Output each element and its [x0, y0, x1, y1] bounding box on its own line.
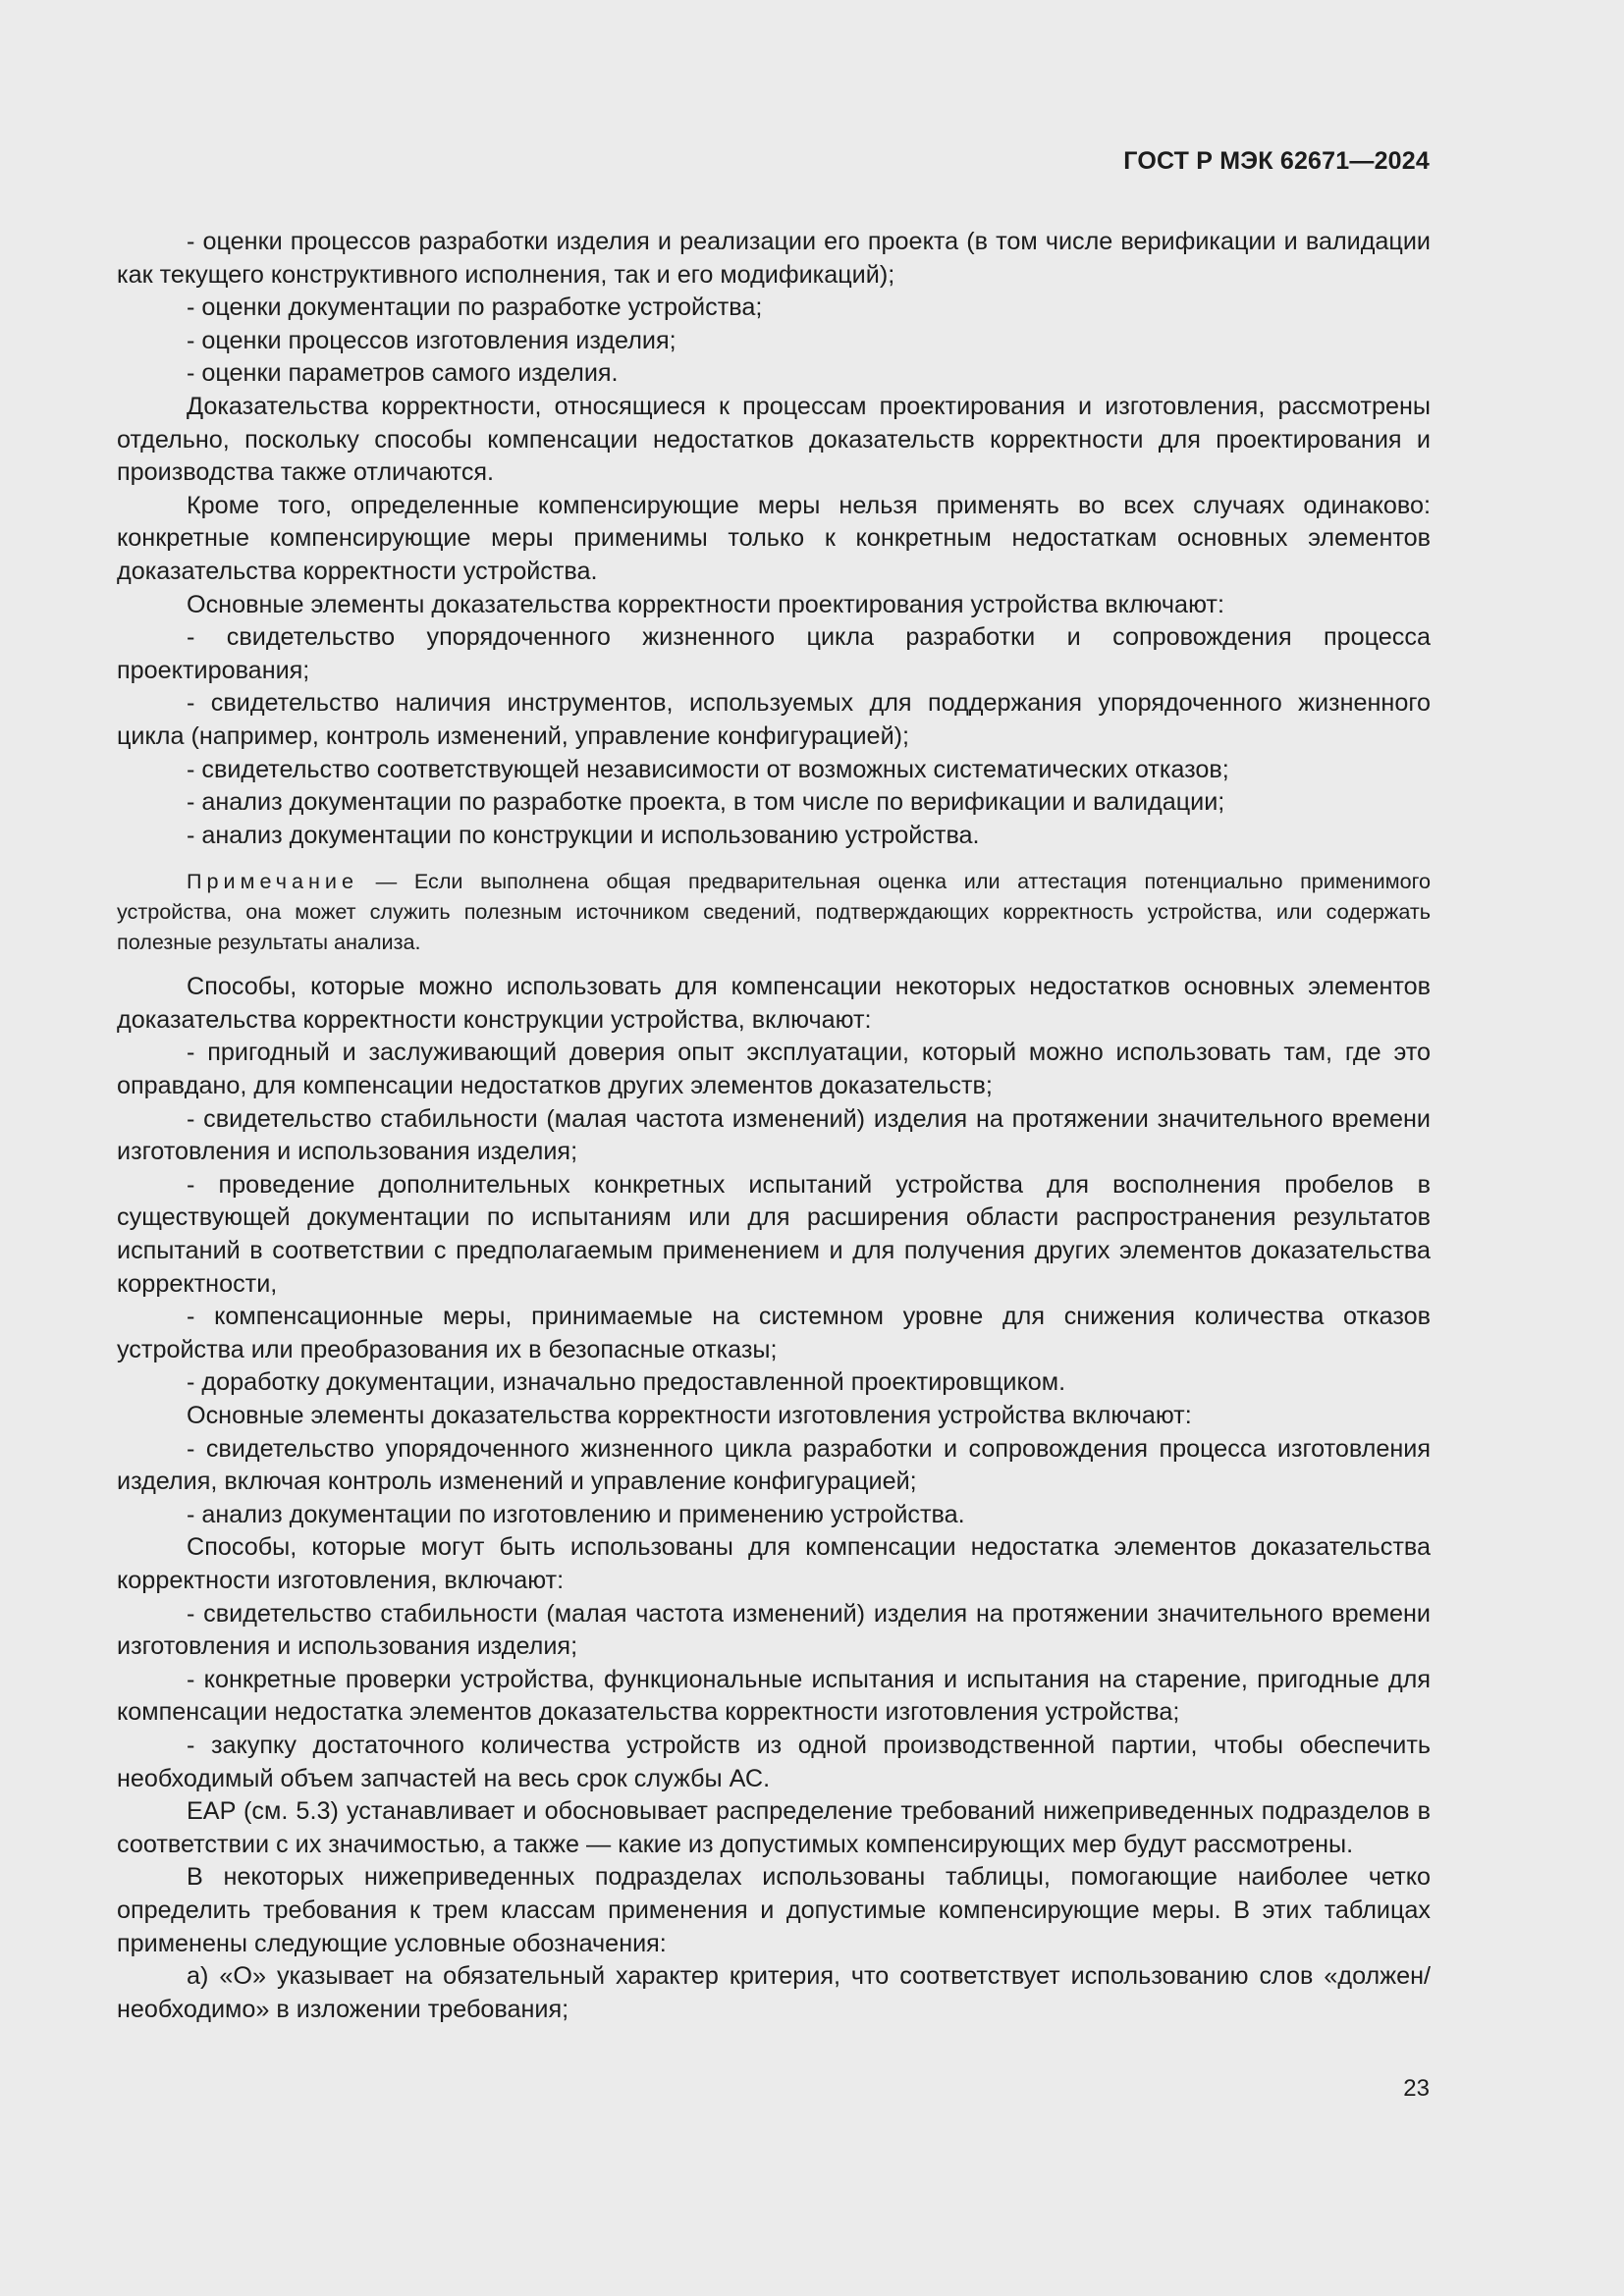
- list-item: - оценки документации по разработке устройства;: [187, 294, 763, 322]
- list-item: - анализ документации по изготовлению и применению устройства.: [187, 1500, 965, 1528]
- list-item: - свидетельство соответствующей независимости от возможных систематических отказов;: [187, 755, 1229, 783]
- note-block: [117, 866, 1431, 957]
- list-item: а) «О» указывает на обязательный характер критерия, что соответствует использованию слов «должен/необходимо» в изложении требования;: [117, 1962, 1431, 2023]
- list-item: - доработку документации, изначально предоставленной проектировщиком.: [187, 1368, 1066, 1397]
- paragraph: В некоторых нижеприведенных подразделах использованы таблицы, помогающие наиболее четко определить требования к трем классам применения и допустимые компенсирующие меры. В этих таблицах применены следующие условные обозначения:: [117, 1863, 1431, 1957]
- page-number: 23: [1403, 2075, 1430, 2102]
- list-item: - проведение дополнительных конкретных испытаний устройства для восполнения пробелов в существующей документации по испытаниям или для расширения области распространения результатов испытаний в соответствии с предполагаемым применением и для получения других элементов доказательства корректности,: [117, 1170, 1431, 1298]
- paragraph: Способы, которые могут быть использованы для компенсации недостатка элементов доказательства корректности изготовления, включают:: [117, 1533, 1431, 1594]
- list-item: - анализ документации по разработке проекта, в том числе по верификации и валидации;: [187, 788, 1225, 817]
- paragraph: Доказательства корректности, относящиеся к процессам проектирования и изготовления, рассмотрены отдельно, поскольку способы компенсации недостатков доказательств корректности для проектирования и производства также отличаются.: [117, 392, 1431, 487]
- list-item: - свидетельство упорядоченного жизненного цикла разработки и сопровождения процесса изготовления изделия, включая контроль изменений и управление конфигурацией;: [117, 1434, 1431, 1496]
- paragraph: Основные элементы доказательства корректности проектирования устройства включают:: [187, 590, 1224, 618]
- note-text: — Если выполнена общая предварительная оценка или аттестация потенциально применимого устройства, она может служить полезным источником сведений, подтверждающих корректность устройства, или содержать полезные результаты анализа.: [117, 869, 1431, 955]
- list-item: - свидетельство стабильности (малая частота изменений) изделия на протяжении значительного времени изготовления и использования изделия;: [117, 1599, 1431, 1661]
- paragraph: EAP (см. 5.3) устанавливает и обосновывает распределение требований нижеприведенных подразделов в соответствии с их значимостью, а также — какие из допустимых компенсирующих мер будут рассмотрены.: [117, 1797, 1431, 1858]
- list-item: - анализ документации по конструкции и использованию устройства.: [187, 821, 980, 849]
- list-item: - компенсационные меры, принимаемые на системном уровне для снижения количества отказов устройства или преобразования их в безопасные отказы;: [117, 1303, 1431, 1363]
- list-item: - пригодный и заслуживающий доверия опыт эксплуатации, который можно использовать там, где это оправдано, для компенсации недостатков других элементов доказательств;: [117, 1039, 1431, 1100]
- list-item: - свидетельство упорядоченного жизненного цикла разработки и сопровождения процесса проектирования;: [117, 623, 1431, 684]
- list-item: - оценки параметров самого изделия.: [187, 359, 619, 388]
- list-item: - свидетельство наличия инструментов, используемых для поддержания упорядоченного жизненного цикла (например, контроль изменений, управление конфигурацией);: [117, 689, 1431, 750]
- document-body: [117, 226, 1431, 2026]
- list-item: - закупку достаточного количества устройств из одной производственной партии, чтобы обеспечить необходимый объем запчастей на весь срок службы АС.: [117, 1731, 1431, 1792]
- list-item: - оценки процессов изготовления изделия;: [187, 326, 677, 354]
- paragraph: Способы, которые можно использовать для компенсации некоторых недостатков основных элементов доказательства корректности конструкции устройства, включают:: [117, 973, 1431, 1034]
- paragraph: - оценки процессов разработки изделия и реализации его проекта (в том числе верификации и валидации как текущего конструктивного исполнения, так и его модификаций);: [117, 228, 1431, 289]
- paragraph: Кроме того, определенные компенсирующие меры нельзя применять во всех случаях одинаково: конкретные компенсирующие меры применимы только к конкретным недостаткам основных элементов доказательства корректности устройства.: [117, 491, 1431, 585]
- note-label: Примечание: [187, 869, 358, 894]
- document-standard-header: ГОСТ Р МЭК 62671—2024: [1123, 147, 1430, 175]
- list-item: - свидетельство стабильности (малая частота изменений) изделия на протяжении значительного времени изготовления и использования изделия;: [117, 1104, 1431, 1166]
- paragraph: Основные элементы доказательства корректности изготовления устройства включают:: [187, 1402, 1192, 1429]
- list-item: - конкретные проверки устройства, функциональные испытания и испытания на старение, пригодные для компенсации недостатка элементов доказательства корректности изготовления устройства;: [117, 1665, 1431, 1727]
